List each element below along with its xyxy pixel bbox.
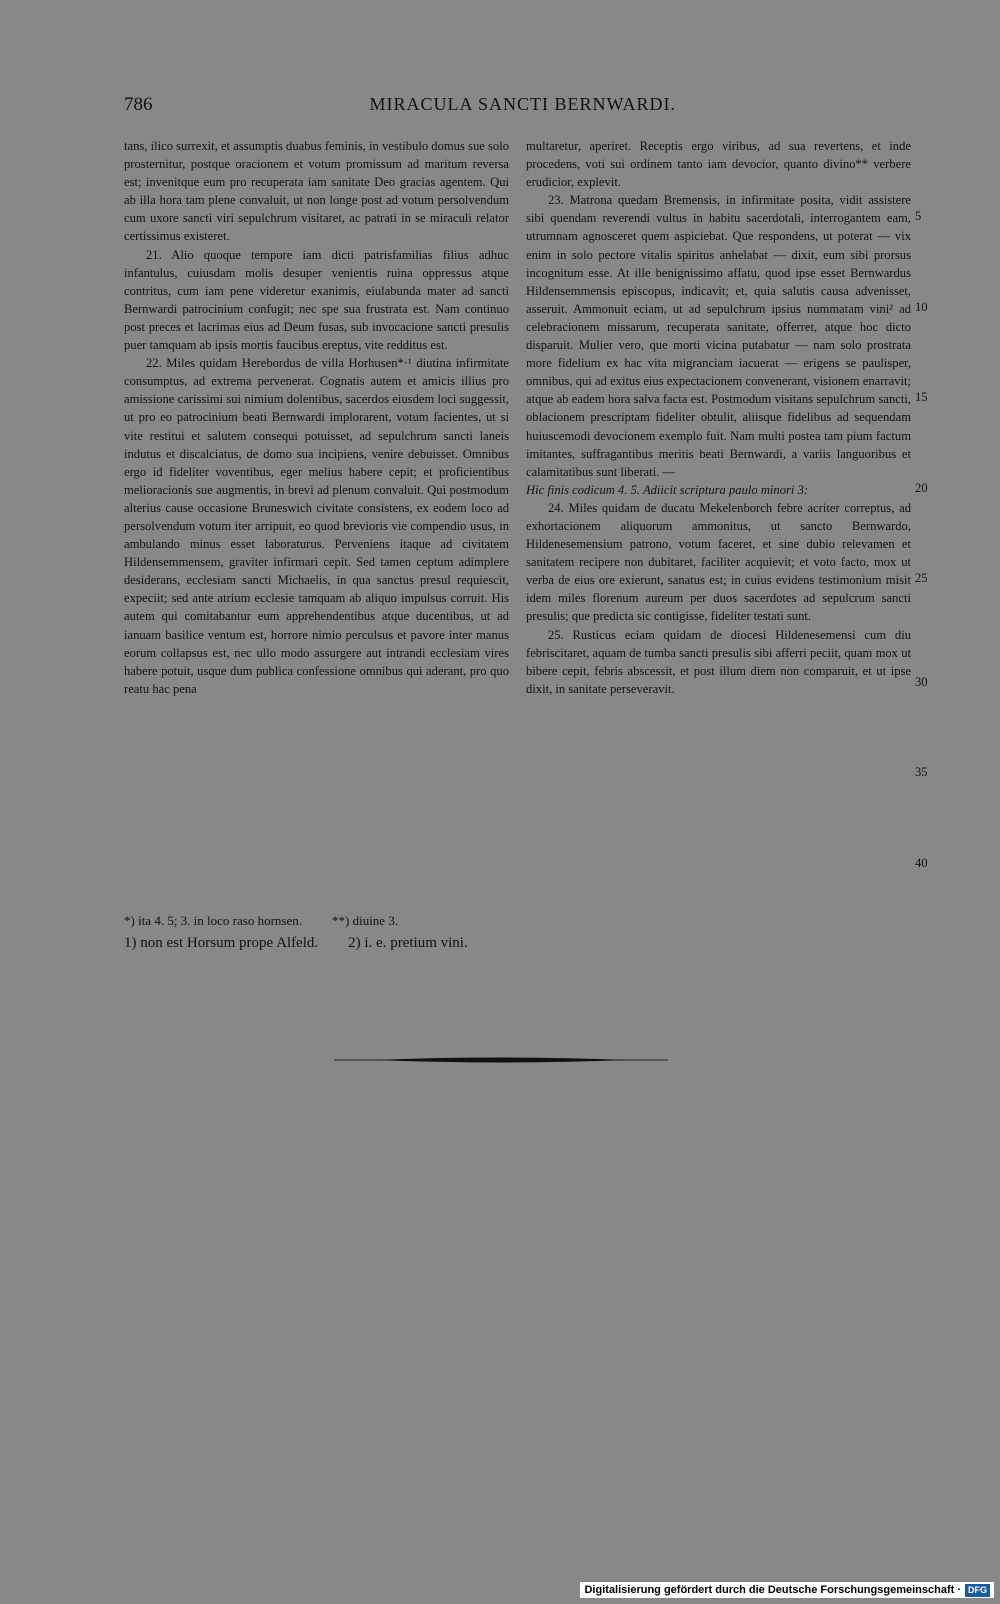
dfg-logo: DFG xyxy=(965,1584,990,1597)
line-number: 30 xyxy=(915,675,928,689)
running-title: MIRACULA SANCTI BERNWARDI. xyxy=(369,94,676,114)
footnote-a: *) ita 4. 5; 3. in loco raso hornsen. xyxy=(124,913,302,928)
paragraph-22: 22. Miles quidam Herebordus de villa Horhusen*·¹ diutina infirmitate consumptus, ad extrema pervenerat. Cognatis autem et amicis illius pro amissione carissimi sui nimium dolentibus, sacerdos eiusdem loci suggessit, ut pro eo patrocinium beati Bernwardi implorarent, votum facientes, ut si vite restitui et salutem consequi potuisset, ad sepulchrum sancti laneis indutus et discalciatus, de domo sua incipiens, venire debuisset. Omnibus ergo id fideliter voventibus, eger melius habere cepit; et proficientibus melioracionis sue augmentis, in brevi ad plenum convaluit. Qui postmodum alterius cause occasione Bruneswich civitate consistens, ex eodem loco ad persolvendum votum iter arripuit, eo quod brevioris vie compendio usus, in ambulando minus esset laboraturus. Perveniens itaque ad civitatem Hildensemmensem, graviter infirmari cepit. Sed tamen ceptum adimplere desiderans, ecclesiam sancti Michaelis, in qua sanctus presul requiescit, expeciit; sed ante atrium ecclesie tamquam ab aliquo impulsus corruit. His autem qui comitabantur eum apprehendentibus atque ducentibus, ut ad ianuam basilice ventum est, horrore nimio perculsus et pavore inter manus eorum collapsus est, nec ullo modo assurgere aut intrandi ecclesiam vires habere potuit, usque dum publica confessione omnibus qui aderant, pro quo reatu hac pena xyxy=(124,356,509,696)
paragraph-25: 25. Rusticus eciam quidam de diocesi Hildenesemensi cum diu febriscitaret, aquam de tumba sancti presulis sibi afferri peciit, quam mox ut bibere cepit, febris abscessit, et post illum diem non comparuit, et ut ipse dixit, in sanitate perseveravit. xyxy=(526,627,911,696)
line-number: 25 xyxy=(915,571,928,585)
page-header xyxy=(124,94,676,124)
end-rule xyxy=(334,1056,668,1064)
line-number: 5 xyxy=(915,209,922,223)
line-number: 15 xyxy=(915,390,928,404)
editorial-note: Hic finis codicum 4. 5. Adiicit scriptura paulo minori 3: xyxy=(526,482,809,497)
explanatory-notes xyxy=(124,935,824,952)
footnote-b: **) diuine 3. xyxy=(332,913,399,928)
paragraph-22-continuation: multaretur, aperiret. Receptis ergo viribus, ad sua revertens, et inde procedens, voti sui ordinem tanto iam devocior, quanto divino** verbere erudicior, explevit. xyxy=(526,139,911,190)
paragraph-21: 21. Alio quoque tempore iam dicti patrisfamilias filius adhuc infantulus, cuiusdam molis desuper venientis ruina oppressus atque contritus, cum iam pene videretur exanimis, eiulabunda mater ad sancti Bernwardi patrocinium confugit; nec spe sua frustrata est. Nam continuo post preces et lacrimas eius ad Deum fusas, sub invocacione sancti presulis puer tamquam ab ipsis mortis faucibus ereptus, vite redditus est. xyxy=(124,247,509,353)
left-column xyxy=(124,137,509,698)
digitization-credit xyxy=(580,1582,994,1598)
paragraph-continuation: tans, ilico surrexit, et assumptis duabus feminis, in vestibulo domus sue solo prosternitur, postque oracionem et votum promissum ad maritum reversa est; invenitque eum pro recuperata iam sanitate Deo gracias agentem. Qui ab illa hora tam plene convaluit, ut non longe post ad votum persolvendum cum uxore sancti viri sepulchrum visitaret, ac patrati in se miraculi relator certissimus existeret. xyxy=(124,139,509,244)
line-number: 20 xyxy=(915,481,928,495)
paragraph-23: 23. Matrona quedam Bremensis, in infirmitate posita, vidit assistere sibi quendam reverendi vultus in habitu sacerdotali, interrogantem eam, utrumnam agnosceret quem aspiciebat. Que respondens, ut poterat — vix enim in solo pectore vitalis spiritus anhelabat — dixit, eum sibi prorsus incognitum esse. At ille benignissimo affatu, quod ipse esset Bernwardus Hildensemmensis episcopus, indicavit; et, quia salutis causa advenisset, asseruit. Ammonuit eciam, ut ad sepulchrum ipsius nummatam vini² ad celebracionem missarum, recuperata sanitate, offerret, atque hoc dicto disparuit. Mulier vero, que morti vicina putabatur — nam solo prostrata more fidelium ex hac vita migranciam iacuerat — erigens se paulisper, omnibus, qui ad exitus eius expectacionem convenerant, visionem enarravit; atque ab eadem hora salva facta est. Postmodum visitans sepulchrum sancti, oblacionem prescriptam fideliter obtulit, aliisque fidelibus ad sequendam huiuscemodi devocionem exemplo fuit. Nam multi postea tam pium factum imitantes, suffragantibus meritis beati Bernwardi, a variis languoribus et calamitatibus sunt liberati. — xyxy=(526,193,911,479)
line-number: 40 xyxy=(915,856,928,870)
footnote-1: 1) non est Horsum prope Alfeld. xyxy=(124,935,319,951)
right-column xyxy=(526,137,911,698)
footnotes xyxy=(124,913,824,952)
page-number: 786 xyxy=(124,94,153,115)
line-number: 35 xyxy=(915,765,928,779)
paragraph-24: 24. Miles quidam de ducatu Mekelenborch febre acriter correptus, ad exhortacionem aliquorum ammonitus, ut sancto Bernwardo, Hildenesemensium patrono, votum faceret, et sine dubio relevamen et sanitatem recipere non dubitaret, faciliter acquievit; et voto facto, mox ut verba de eius ore exierunt, sanatus est; in cuius evidens testimonium misit idem miles florenum aureum per duos sacerdotes ad sepulcrum sancti presulis; que predicta sic contigisse, fideliter testati sunt. xyxy=(526,500,911,624)
line-number: 10 xyxy=(915,300,928,314)
critical-notes xyxy=(124,913,824,929)
credit-text: Digitalisierung gefördert durch die Deutsche Forschungsgemeinschaft · xyxy=(584,1584,961,1596)
footnote-2: 2) i. e. pretium vini. xyxy=(348,935,468,951)
